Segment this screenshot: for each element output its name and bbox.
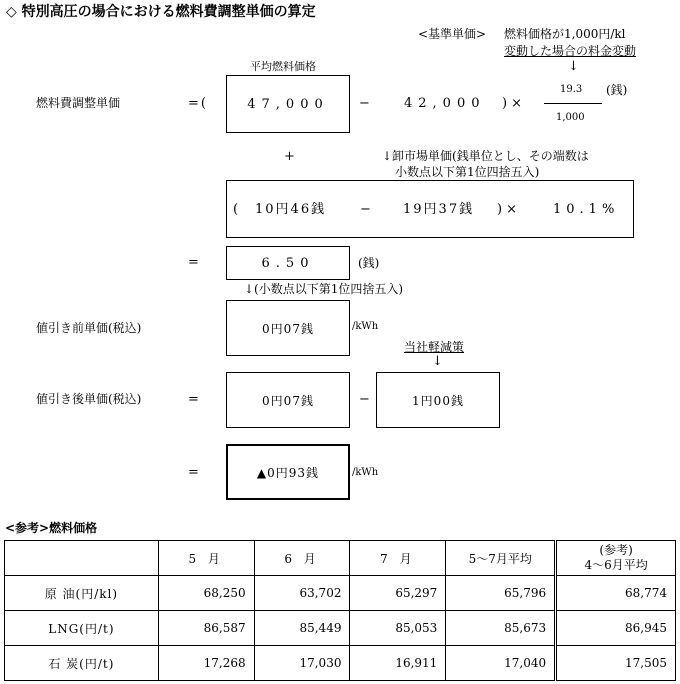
wholesale-b: 19円37銭	[403, 202, 475, 217]
sen-value: 6.50	[261, 255, 315, 271]
table-header-cell: 5〜7月平均	[446, 541, 556, 576]
pre-discount-box	[226, 300, 350, 356]
row-label: 原 油(円/kl)	[5, 576, 159, 611]
table-cell: 17,030	[254, 646, 350, 681]
table-header-ref-cell	[556, 541, 676, 576]
equals-open-paren: =(	[188, 96, 208, 111]
table-cell: 85,053	[350, 611, 446, 646]
fuel-adjust-label: 燃料費調整単価	[36, 96, 121, 110]
table-cell: 86,945	[556, 611, 676, 646]
table-cell: 17,040	[446, 646, 556, 681]
table-cell: 65,796	[446, 576, 556, 611]
table-cell: 63,702	[254, 576, 350, 611]
minus-sign: −	[359, 96, 370, 111]
avg-fuel-value-box	[226, 75, 350, 133]
table-cell: 86,587	[158, 611, 254, 646]
base-fuel-value: 42,000	[404, 96, 486, 111]
table-header-row	[5, 541, 676, 576]
post-discount-label: 値引き後単価(税込)	[36, 392, 142, 406]
pre-discount-unit: /kWh	[352, 321, 379, 332]
wholesale-note-line1: ↓卸市場単価(銭単位とし、その端数は	[382, 149, 589, 163]
ref-header-line2: 4〜6月平均	[584, 558, 648, 572]
down-arrow-icon: ↓	[568, 59, 579, 74]
table-cell: 85,449	[254, 611, 350, 646]
ref-header-line1: (参考)	[599, 543, 633, 557]
numerator-unit: (銭)	[606, 83, 628, 97]
discount-label: 当社軽減策	[404, 340, 465, 354]
final-price-box	[226, 444, 350, 500]
wholesale-note-line2: 小数点以下第1位四捨五入)	[395, 165, 540, 179]
equals-sign: =	[188, 465, 199, 480]
final-price-unit: /kWh	[352, 467, 379, 478]
discount-box	[376, 372, 500, 428]
equals-sign: =	[188, 392, 199, 407]
table-row	[5, 611, 676, 646]
minus-sign: −	[360, 202, 371, 217]
table-header-cell: 7 月	[350, 541, 446, 576]
denominator-value: 1,000	[556, 112, 585, 123]
page-title: ◇ 特別高圧の場合における燃料費調整単価の算定	[6, 4, 316, 20]
pre-discount-value: 0円07銭	[262, 321, 314, 336]
table-cell: 16,911	[350, 646, 446, 681]
table-cell: 68,774	[556, 576, 676, 611]
numerator-value: 19.3	[560, 84, 583, 95]
discount-value: 1円00銭	[412, 393, 464, 408]
table-header-cell: 5 月	[158, 541, 254, 576]
plus-sign: +	[284, 149, 295, 164]
avg-fuel-label: 平均燃料価格	[250, 60, 316, 73]
table-header-cell: 6 月	[254, 541, 350, 576]
table-cell: 85,673	[446, 611, 556, 646]
avg-fuel-value: 47,000	[247, 96, 329, 112]
close-times: )×	[502, 96, 526, 111]
base-price-label: <基準単価>	[418, 27, 487, 41]
rounding-note: ↓(小数点以下第1位四捨五入)	[244, 282, 404, 296]
wholesale-a: 10円46銭	[255, 202, 327, 217]
post-discount-base-box	[226, 372, 350, 428]
post-discount-base-value: 0円07銭	[262, 393, 314, 408]
base-price-line2: 変動した場合の料金変動	[504, 44, 637, 58]
close-times: )×	[497, 202, 521, 217]
wholesale-calc-box	[226, 180, 634, 238]
row-label: LNG(円/t)	[5, 611, 159, 646]
down-arrow-icon: ↓	[432, 354, 443, 369]
fuel-price-table	[4, 540, 676, 681]
table-cell: 68,250	[158, 576, 254, 611]
table-row	[5, 646, 676, 681]
minus-sign: −	[359, 392, 370, 407]
open-paren: (	[233, 202, 239, 217]
rate-value: 10.1%	[553, 202, 620, 217]
final-price-value: ▲0円93銭	[256, 465, 320, 480]
equals-sign: =	[188, 255, 199, 270]
sen-value-box	[226, 246, 350, 280]
row-label: 石 炭(円/t)	[5, 646, 159, 681]
table-cell: 65,297	[350, 576, 446, 611]
table-cell: 17,505	[556, 646, 676, 681]
base-price-line1: 燃料価格が1,000円/kl	[504, 27, 626, 41]
fraction-bar	[544, 103, 602, 104]
pre-discount-label: 値引き前単価(税込)	[36, 321, 142, 335]
sen-unit: (銭)	[358, 256, 380, 270]
table-header-cell	[5, 541, 159, 576]
reference-title: <参考>燃料価格	[5, 521, 98, 535]
table-cell: 17,268	[158, 646, 254, 681]
table-row	[5, 576, 676, 611]
